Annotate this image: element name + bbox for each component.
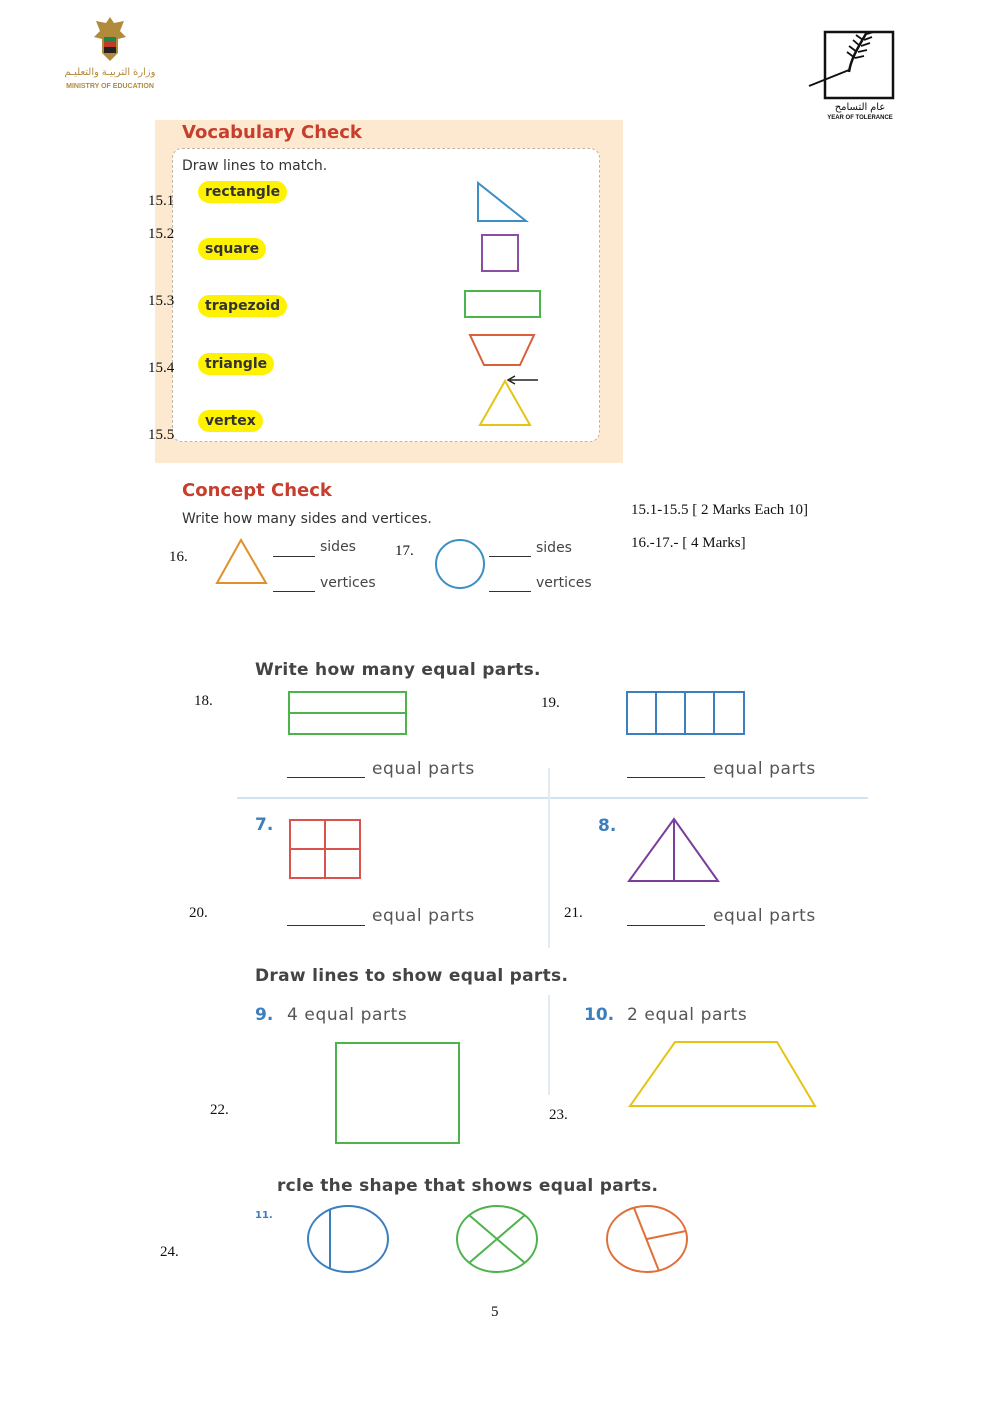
square-draw-shape[interactable]: [334, 1041, 462, 1145]
circle-unequal-parts-shape[interactable]: [305, 1203, 391, 1275]
equal-parts-label: equal parts: [713, 759, 816, 779]
sides-label: sides: [536, 540, 572, 556]
word-vertex: vertex: [198, 410, 263, 432]
marks-line-2: 16.-17.- [ 4 Marks]: [631, 535, 746, 551]
right-triangle-shape: [478, 183, 526, 221]
marks-line-1: 15.1-15.5 [ 2 Marks Each 10]: [631, 502, 809, 518]
word-triangle: triangle: [198, 353, 274, 375]
question-number: 15.1: [148, 193, 175, 209]
question-number: 19.: [541, 695, 560, 711]
divider: [237, 797, 868, 799]
divider: [548, 995, 550, 1095]
sides-label: sides: [320, 539, 356, 555]
book-number: 8.: [598, 816, 617, 836]
circle-uneven-parts-shape[interactable]: [604, 1203, 690, 1275]
book-number: 9.: [255, 1005, 274, 1025]
question-number: 15.2: [148, 226, 175, 242]
vertices-label: vertices: [536, 575, 592, 591]
square-shape: [482, 235, 518, 271]
trapezoid-draw-shape[interactable]: [627, 1039, 819, 1109]
ministry-name-en: MINISTRY OF EDUCATION: [66, 83, 154, 90]
answer-line[interactable]: [489, 591, 531, 592]
answer-line[interactable]: [627, 925, 705, 926]
equal-parts-label: equal parts: [713, 906, 816, 926]
triangle-2-parts-shape: [626, 816, 722, 884]
circle-four-parts-shape[interactable]: [454, 1203, 540, 1275]
question-number: 23.: [549, 1107, 568, 1123]
question-number: 15.3: [148, 293, 175, 309]
ministry-name-ar: وزارة التربيـة والتعليـم: [64, 67, 156, 78]
tolerance-logo: [805, 28, 897, 124]
book-number: 7.: [255, 815, 274, 835]
concept-title: Concept Check: [182, 480, 332, 501]
square-4-parts-shape: [288, 818, 362, 880]
question-number: 15.5: [148, 427, 175, 443]
circle-parts-heading: rcle the shape that shows equal parts.: [277, 1176, 659, 1196]
trapezoid-shape: [470, 335, 534, 365]
equal-parts-label: equal parts: [372, 906, 475, 926]
question-number: 24.: [160, 1244, 179, 1260]
rectangle-shape: [465, 291, 540, 317]
question-number: 22.: [210, 1102, 229, 1118]
answer-line[interactable]: [273, 591, 315, 592]
rectangle-2-parts-shape: [287, 690, 409, 736]
question-number: 17.: [395, 543, 414, 559]
equal-parts-label: equal parts: [372, 759, 475, 779]
concept-instruction: Write how many sides and vertices.: [182, 511, 432, 527]
question-number: 15.4: [148, 360, 175, 376]
divider: [548, 768, 550, 948]
vocab-shapes: [450, 175, 570, 435]
emblem-icon: [90, 15, 130, 63]
book-number: 11.: [255, 1210, 273, 1221]
page-number: 5: [491, 1304, 499, 1320]
answer-line[interactable]: [287, 777, 365, 778]
draw-instruction-9: 4 equal parts: [287, 1005, 408, 1025]
question-number: 20.: [189, 905, 208, 921]
concept-circle-shape: [432, 536, 488, 592]
vocab-instruction: Draw lines to match.: [182, 158, 328, 174]
question-number: 18.: [194, 693, 213, 709]
equal-parts-heading: Write how many equal parts.: [255, 660, 541, 680]
draw-parts-heading: Draw lines to show equal parts.: [255, 966, 569, 986]
word-square: square: [198, 238, 266, 260]
vocab-title: Vocabulary Check: [182, 122, 362, 143]
triangle-vertex-shape: [480, 381, 530, 425]
word-rectangle: rectangle: [198, 181, 287, 203]
rectangle-4-parts-shape: [625, 690, 747, 736]
draw-instruction-10: 2 equal parts: [627, 1005, 748, 1025]
ministry-logo: [60, 15, 160, 95]
palm-tree-icon: [805, 28, 897, 100]
answer-line[interactable]: [627, 777, 705, 778]
book-number: 10.: [584, 1005, 615, 1025]
question-number: 21.: [564, 905, 583, 921]
answer-line[interactable]: [489, 556, 531, 557]
answer-line[interactable]: [287, 925, 365, 926]
answer-line[interactable]: [273, 556, 315, 557]
vertices-label: vertices: [320, 575, 376, 591]
question-number: 16.: [169, 549, 188, 565]
tolerance-name-ar: عام التسامح: [834, 102, 886, 113]
tolerance-name-en: YEAR OF TOLERANCE: [827, 115, 893, 121]
word-trapezoid: trapezoid: [198, 295, 287, 317]
concept-triangle-shape: [212, 536, 272, 588]
